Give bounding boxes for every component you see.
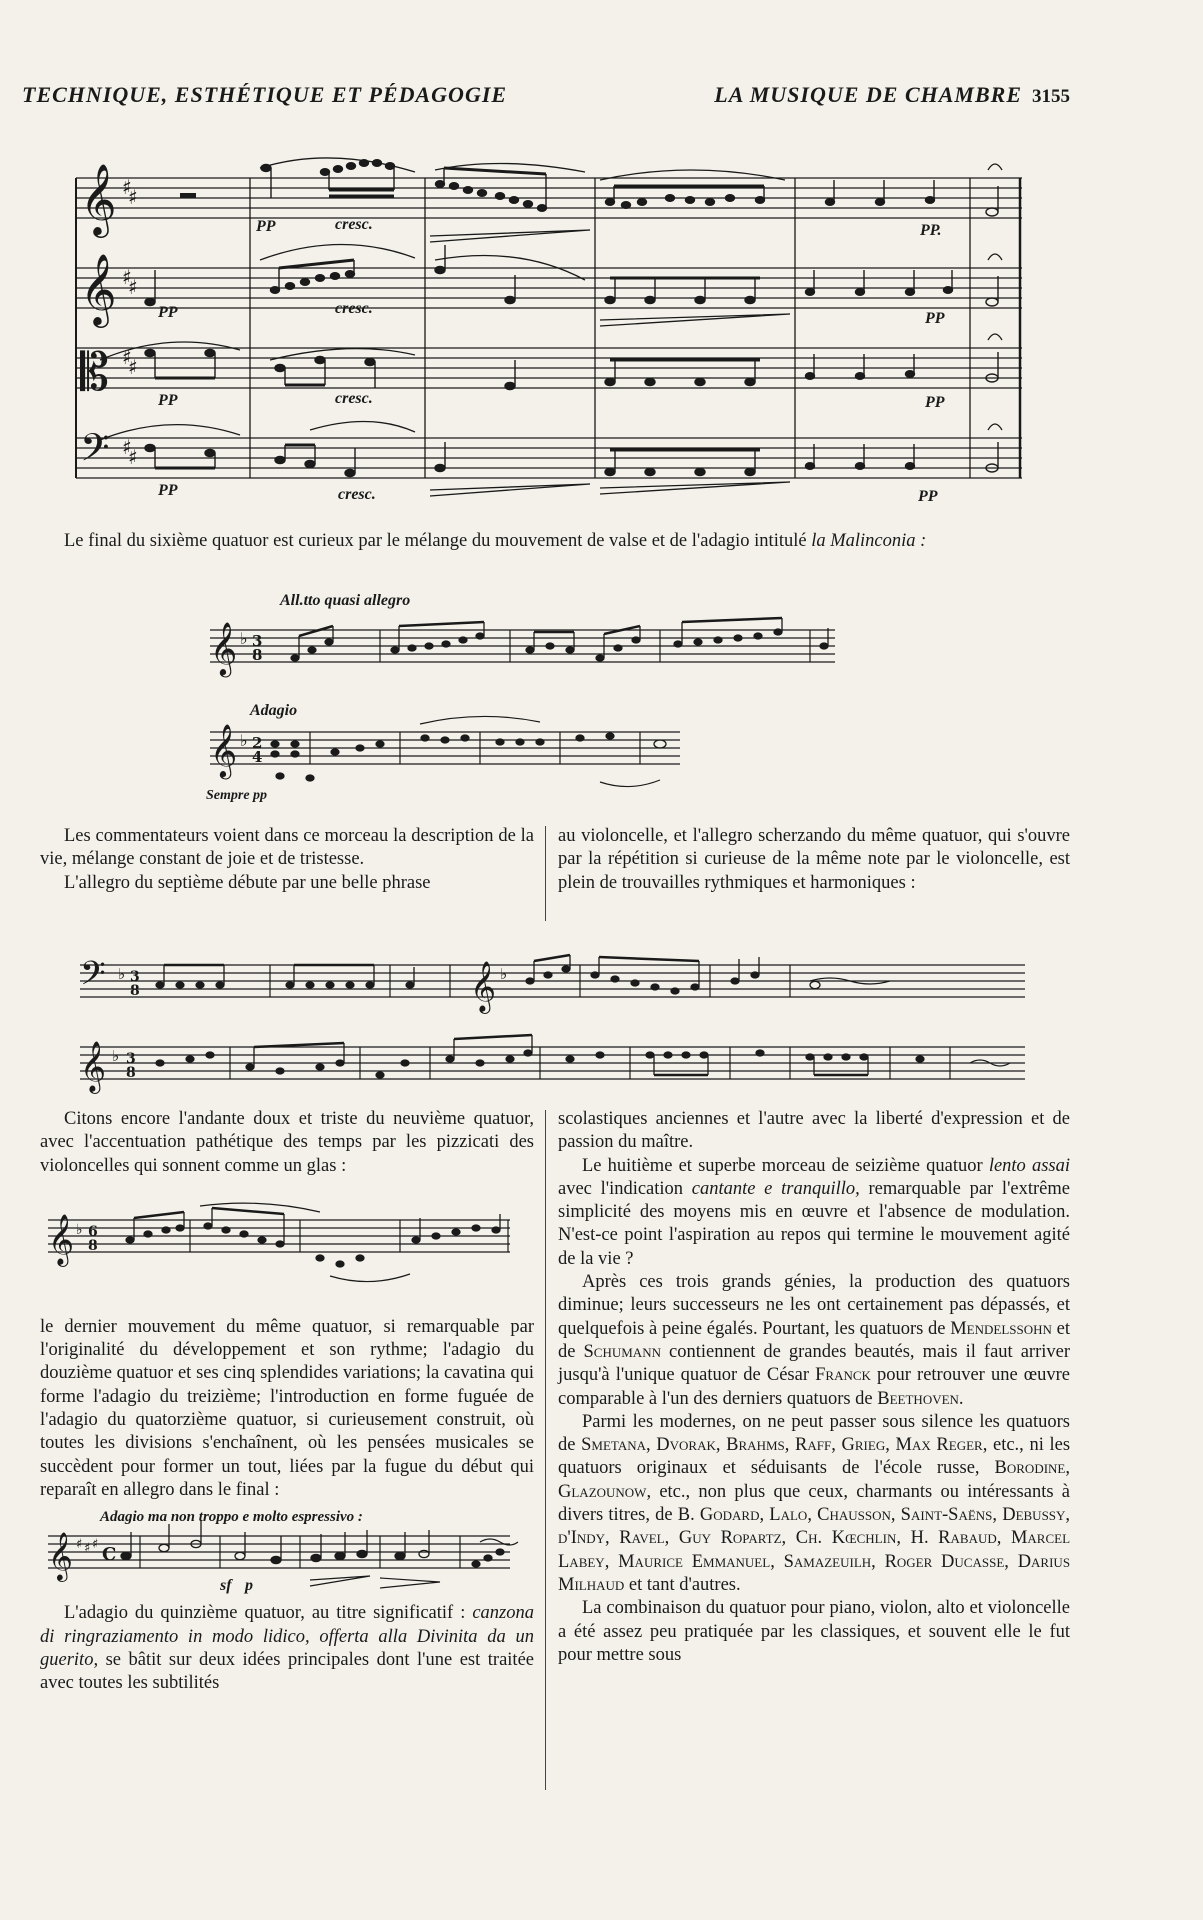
dyn-pp-violin2-end: PP	[925, 310, 945, 327]
composer-beethoven: Beethoven	[877, 1388, 959, 1409]
paragraph-successors-text: Après ces trois grands génies, la production des quatuors diminue; leurs successeurs ne les ont certainement pas dépassés, et quelquefois à peine égalés. Pourtant, les quatuors de	[558, 1272, 1070, 1339]
svg-text:♯: ♯	[128, 355, 138, 379]
column-divider-2	[545, 1110, 546, 1790]
svg-text:C: C	[102, 1544, 117, 1566]
paragraph-sixteenth-text: Le huitième et superbe morceau de seizième quatuor	[582, 1155, 989, 1176]
dyn-pp-cello: PP	[158, 482, 178, 499]
composer-grieg: Grieg	[841, 1435, 886, 1456]
column-left-block2	[40, 1108, 534, 1695]
example-drawing-4	[40, 1502, 534, 1602]
paragraph-moderns-text-2: , etc., ni les quatuors originaux et séduisants de l'école russe,	[558, 1435, 1071, 1479]
dyn-cresc-cello: cresc.	[338, 486, 376, 503]
composer-koechlin: Ch. Kœchlin	[795, 1528, 897, 1549]
dyn-pp-violin1-end: PP.	[920, 222, 942, 239]
svg-text:8: 8	[88, 1237, 98, 1254]
composer-mendelssohn: Mendelssohn	[950, 1318, 1052, 1339]
example-drawing-2	[70, 935, 1030, 1105]
tempo-marking-adagio-ma-non-troppo: Adagio ma non troppo e molto espressivo :	[100, 1509, 363, 1526]
paragraph-text: Le final du sixième quatuor est curieux par le mélange du mouvement de valse et de l'adagio intitulé	[64, 531, 812, 551]
composer-franck: Franck	[815, 1365, 871, 1386]
dyn-cresc-violin2: cresc.	[335, 300, 373, 317]
composer-debussy: Debussy	[1002, 1505, 1066, 1526]
svg-text:8: 8	[130, 983, 140, 999]
svg-text:𝄞: 𝄞	[210, 723, 238, 777]
fifteenth-title: canzona di ringraziamento in modo lidico, offerta alla Divinita da un guerito,	[40, 1603, 534, 1670]
quartet-score-system	[70, 150, 1030, 510]
svg-text:𝄢: 𝄢	[80, 955, 106, 1001]
composer-labey: Marcel Labey	[558, 1528, 1071, 1572]
svg-text:6: 6	[88, 1223, 98, 1240]
page-number: 3155	[1032, 86, 1070, 107]
svg-text:8: 8	[126, 1065, 136, 1081]
header-right-title	[714, 82, 1070, 108]
dyn-sempre-pp: Sempre pp	[206, 788, 268, 803]
paragraph-sixth-quartet	[40, 530, 1072, 553]
svg-text:♭: ♭	[500, 965, 508, 983]
paragraph-moderns-end: et tant d'autres.	[624, 1574, 741, 1595]
composer-ropartz: Guy Ropartz	[678, 1528, 782, 1549]
paragraph-successors-text-3: pour retrouver une œuvre comparable à l'un des derniers quatuors de	[558, 1365, 1070, 1409]
composer-max-reger: Max Reger	[895, 1435, 983, 1456]
svg-text:8: 8	[252, 646, 263, 664]
composer-godard: B. Godard	[677, 1505, 760, 1526]
svg-text:♯: ♯	[122, 435, 132, 459]
svg-text:𝄞: 𝄞	[48, 1531, 73, 1581]
dyn-pp-cello-end: PP	[918, 488, 938, 505]
indication-cantante: cantante e tranquillo,	[691, 1178, 860, 1199]
paragraph-successors-text-2: contiennent de grandes beautés, mais il faut arriver jusqu'à l'unique quatuor de César	[558, 1341, 1071, 1386]
header-left-title: TECHNIQUE, ESTHÉTIQUE ET PÉDAGOGIE	[22, 82, 508, 107]
music-example-ninth-quartet	[40, 1178, 534, 1316]
paragraph-ninth-quartet: Citons encore l'andante doux et triste du neuvième quatuor, avec l'accentuation pathétique des temps par les pizzicati des violoncelles qui sonnent comme un glas :	[40, 1109, 534, 1176]
composer-ravel: Ravel	[619, 1528, 665, 1549]
composer-saint-saens: Saint-Saëns	[900, 1505, 993, 1526]
dyn-pp-violin2: PP	[158, 304, 178, 321]
dyn-cresc-viola: cresc.	[335, 390, 373, 407]
svg-text:4: 4	[252, 748, 263, 766]
svg-text:♭: ♭	[240, 629, 248, 648]
svg-text:3: 3	[130, 969, 140, 985]
svg-text:♯: ♯	[122, 175, 132, 199]
svg-text:♭: ♭	[76, 1221, 83, 1238]
paragraph-commentators: Les commentateurs voient dans ce morceau la description de la vie, mélange constant de joie et de tristesse.	[40, 826, 534, 870]
paragraph-sixteenth-text-3: remarquable par l'extrême simplicité des moyens mis en œuvre et l'absence de modulation. N'est-ce point l'aspiration au repos qui termine le mouvement agité de la vie ?	[558, 1178, 1070, 1269]
paragraph-sixteenth-text-2: avec l'indication	[558, 1178, 692, 1199]
svg-text:𝄞: 𝄞	[470, 961, 497, 1012]
composer-schumann: Schumann	[583, 1341, 661, 1362]
text-and: et de	[558, 1318, 1070, 1362]
svg-text:♯: ♯	[122, 345, 132, 369]
svg-text:𝄢: 𝄢	[80, 425, 110, 479]
music-example-fourteenth-quartet	[40, 1502, 534, 1602]
svg-text:♭: ♭	[118, 965, 126, 983]
composer-chausson: Chausson	[817, 1505, 891, 1526]
dyn-cresc-violin1: cresc.	[335, 216, 373, 233]
composer-smetana: Smetana	[581, 1435, 646, 1456]
column-right-block2: scolastiques anciennes et l'autre avec la liberté d'expression et de passion du maître. Le huitième et superbe morceau de seizième quatuor lento assai avec l'indication cantante e tranquillo, remarquable par l'extrême simplicité des moyens mis en œuvre et l'absence de modulation. N'est-ce point l'aspiration au repos qui termine le mouvement agité de la vie ? Après ces trois grands génies, la production des quatuors diminue; leurs successeurs ne les ont certainement pas dépassés, et quelquefois à peine égalés. Pourtant, les quatuors de Mendelssohn et de Schumann contiennent de grandes beautés, mais il faut arriver jusqu'à l'unique quatuor de César Franck pour retrouver une œuvre comparable à l'un des derniers quatuors de Beethoven. Parmi les modernes, on ne peut passer sous silence les quatuors de Smetana, Dvorak, Brahms, Raff, Grieg, Max Reger, etc., ni les quatuors originaux et séduisants de l'école russe, Borodine, Glazounow, etc., non plus que ceux, charmants ou intéressants à divers titres, de B. Godard, Lalo, Chausson, Saint-Saëns, Debussy, d'Indy, Ravel, Guy Ropartz, Ch. Kœchlin, H. Rabaud, Marcel Labey, Maurice Emmanuel, Samazeuilh, Roger Ducasse, Darius Milhaud et tant d'autres. La combinaison du quatuor pour piano, violon, alto et violoncelle a été assez peu pratiquée par les classiques, et souvent elle le fut pour mettre sous	[558, 1108, 1070, 1667]
svg-text:♯: ♯	[92, 1537, 99, 1553]
music-example-sixth-quartet	[200, 592, 840, 817]
tempo-marking-allegretto: All.tto quasi allegro	[280, 592, 411, 609]
composer-borodine: Borodine	[994, 1458, 1066, 1479]
svg-text:♯: ♯	[128, 445, 138, 469]
composer-dindy: d'Indy	[558, 1528, 606, 1549]
column-left-block1	[40, 825, 534, 895]
tempo-marking-adagio: Adagio	[250, 702, 298, 719]
paragraph-fifteenth-text: L'adagio du quinzième quatuor, au titre significatif :	[64, 1603, 473, 1624]
composer-dvorak: Dvorak	[656, 1435, 716, 1456]
text-period: .	[958, 1388, 964, 1409]
dyn-sf: sf	[220, 1577, 232, 1595]
svg-text:2: 2	[252, 734, 263, 752]
svg-text:𝄞: 𝄞	[80, 162, 117, 235]
tempo-lento-assai: lento assai	[988, 1155, 1071, 1176]
composer-emmanuel: Maurice Emmanuel	[618, 1551, 771, 1572]
svg-text:♯: ♯	[128, 185, 138, 209]
svg-text:𝄞: 𝄞	[48, 1213, 75, 1265]
dyn-pp-viola-end: PP	[925, 394, 945, 411]
composer-lalo: Lalo	[769, 1505, 808, 1526]
svg-text:♭: ♭	[240, 731, 248, 750]
example-drawing-3	[40, 1178, 534, 1316]
music-example-seventh-quartet	[70, 935, 1030, 1105]
dyn-pp-viola: PP	[158, 392, 178, 409]
svg-text:𝄞: 𝄞	[210, 621, 238, 675]
composer-raff: Raff	[795, 1435, 832, 1456]
svg-text:♯: ♯	[128, 275, 138, 299]
quartet-score-drawing	[70, 150, 1030, 510]
paragraph-fifteenth-text-cont: se bâtit sur deux idées principales dont l'une est traitée avec toutes les subtilités	[40, 1649, 534, 1694]
svg-text:♭: ♭	[112, 1047, 120, 1065]
svg-text:♯: ♯	[84, 1541, 91, 1557]
paragraph-scholastic: scolastiques anciennes et l'autre avec la liberté d'expression et de passion du maître.	[558, 1109, 1070, 1153]
paragraph-moderns-text: Parmi les modernes, on ne peut passer sous silence les quatuors de	[558, 1411, 1070, 1456]
svg-text:3: 3	[252, 632, 263, 650]
svg-text:3: 3	[126, 1051, 136, 1067]
dyn-pp-violin1: PP	[256, 218, 276, 235]
paragraph-scherzando: au violoncelle, et l'allegro scherzando du même quatuor, qui s'ouvre par la répétition si curieuse de la même note par le violoncelle, est plein de trouvailles rythmiques et harmoniques :	[558, 826, 1070, 893]
svg-text:♯: ♯	[76, 1537, 83, 1553]
svg-text:𝄡: 𝄡	[80, 343, 110, 403]
composer-milhaud: Darius Milhaud	[558, 1551, 1071, 1595]
svg-text:𝄞: 𝄞	[80, 1041, 107, 1092]
work-title: la Malinconia :	[811, 531, 927, 551]
dyn-p: p	[245, 1577, 253, 1595]
composer-ducasse: Roger Ducasse	[884, 1551, 1005, 1572]
paragraph-piano-quartet: La combinaison du quatuor pour piano, violon, alto et violoncelle a été assez peu pratiquée par les classiques, et souvent elle le fut pour mettre sous	[558, 1598, 1070, 1665]
running-header	[22, 82, 1070, 114]
svg-text:𝄞: 𝄞	[80, 252, 117, 325]
composer-glazounow: Glazounow	[558, 1481, 647, 1502]
svg-text:♯: ♯	[122, 265, 132, 289]
column-right-block1	[558, 825, 1070, 895]
column-divider-1	[545, 826, 546, 921]
composer-samazeuilh: Samazeuilh	[783, 1551, 872, 1572]
paragraph-moderns-text-3: , etc., non plus que ceux, charmants ou intéressants à divers titres, de	[558, 1481, 1070, 1526]
composer-brahms: Brahms	[726, 1435, 785, 1456]
composer-rabaud: H. Rabaud	[910, 1528, 997, 1549]
header-section-title: LA MUSIQUE DE CHAMBRE	[714, 82, 1022, 107]
paragraph-last-movement: le dernier mouvement du même quatuor, si remarquable par l'originalité du développement et son rythme; l'adagio du douzième quatuor et ses cinq splendides variations; la cavatina qui forme l'adagio du treizième; l'introduction en forme fuguée de l'adagio du quatorzième quatuor, si curieusement construit, où toutes les divisions s'enchaînent, où les pensées musicales se succèdent pour former un tout, liées par la fugue du début qui reparaît en allegro dans le final :	[40, 1316, 534, 1500]
paragraph-seventh-allegro: L'allegro du septième débute par une belle phrase	[64, 872, 431, 893]
